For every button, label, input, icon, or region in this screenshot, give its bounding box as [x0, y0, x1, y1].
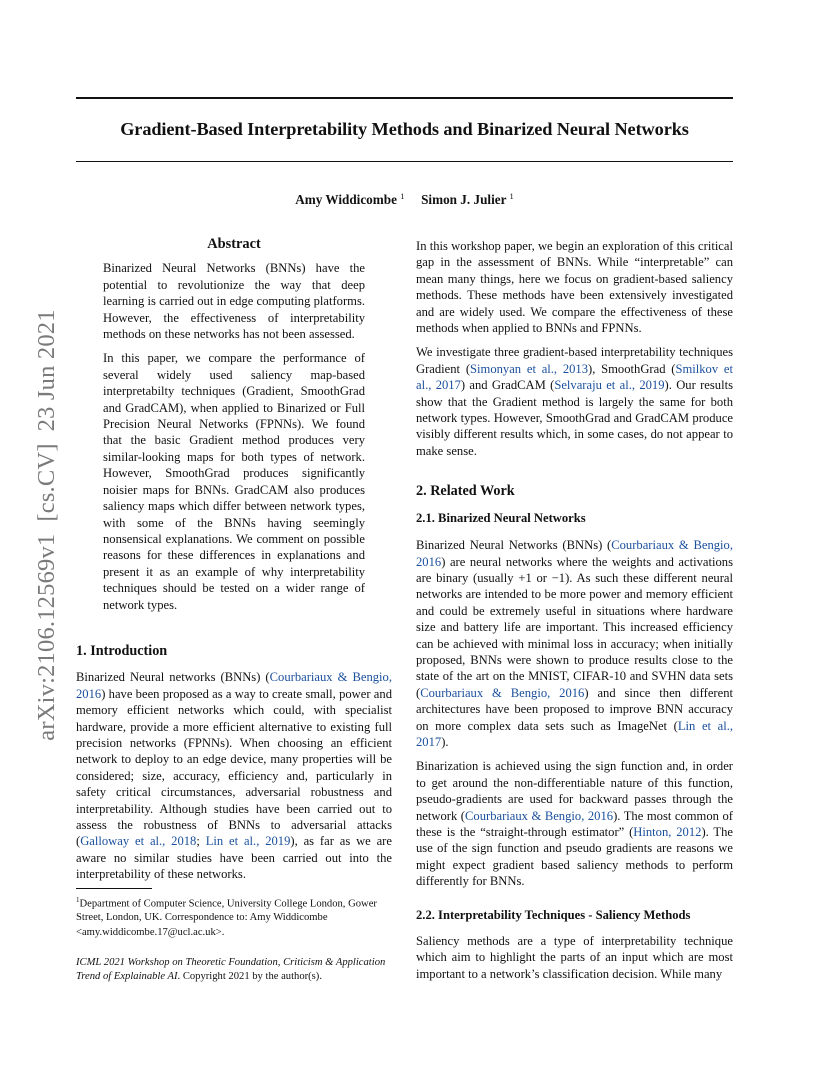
citation-link[interactable]: Hinton, 2012	[633, 825, 702, 839]
saliency-paragraph: Saliency methods are a type of interpretability technique which aim to highlight the parts of an input which are most important to a network’s classification decision. While many	[416, 934, 733, 981]
introduction-paragraph: Binarized Neural networks (BNNs) (Courbariaux & Bengio, 2016) have been proposed as a way to create small, power and memory efficient networks which could, with specialist hardware, provide a more efficient alternative to existing full precision networks (FPNNs). When choosing an efficient network to deploy to an edge device, many properties will be considered; size, accuracy, efficiency and, particularly in safety critical circumstances, adversarial robustness and interpretability. Although studies have been carried out to assess the robustness of BNNs to adversarial attacks (Galloway et al., 2018; Lin et al., 2019), as far as we are aware no similar studies have been carried out into the interpretability of these networks.	[76, 670, 392, 882]
paper-title: Gradient-Based Interpretability Methods and Binarized Neural Networks	[120, 119, 689, 139]
citation-link[interactable]: Courbariaux & Bengio, 2016	[76, 670, 392, 701]
footnote-text: Department of Computer Science, University College London, Gower Street, London, UK. Correspondence to: Amy Widdicombe <amy.widdicombe.17@ucl.ac.uk>.	[76, 898, 377, 938]
footnote-rule	[76, 888, 152, 889]
bnn-subsection-heading: 2.1. Binarized Neural Networks	[416, 510, 586, 525]
introduction-paragraph: In this workshop paper, we begin an exploration of this critical gap in the assessment of BNNs. While “interpretable” can mean many things, here we focus on gradient-based saliency methods. These methods have been extensively investigated and are widely used. We compare the effectiveness of these methods when applied to BNNs and FPNNs.	[416, 239, 733, 336]
title-rule-bottom	[76, 161, 733, 162]
title-rule-top	[76, 97, 733, 99]
author-affiliation-mark: 1	[400, 191, 405, 201]
citation-link[interactable]: Smilkov et al., 2017	[416, 361, 733, 393]
citation-link[interactable]: Courbariaux & Bengio, 2016	[416, 538, 733, 569]
abstract-heading: Abstract	[207, 236, 261, 252]
introduction-heading: 1. Introduction	[76, 642, 168, 659]
abstract-paragraph: In this paper, we compare the performance of several widely used saliency map-based interpretabilty techniques (Gradient, SmoothGrad and GradCAM), when applied to Binarized or Full Precision Neural Networks (FPNNs). We found that the basic Gradient method produces very similar-looking maps for both types of network. However, SmoothGrad produces significantly noisier maps for BNNs. GradCAM also produces saliency maps which differ between network types, with some of the BNNs having seemingly nonsensical explanations. We comment on possible reasons for these differences in explanations and present it as an example of why interpretability techniques should be tested on a wider range of network types.	[103, 351, 365, 612]
arxiv-category: [cs.CV]	[33, 443, 60, 522]
arxiv-date: 23 Jun 2021	[33, 309, 60, 432]
author-affiliation-mark: 1	[509, 191, 514, 201]
related-work-heading: 2. Related Work	[416, 483, 515, 500]
citation-link[interactable]: Simonyan et al., 2013	[470, 361, 589, 376]
citation-link[interactable]: Lin et al., 2017	[416, 718, 734, 749]
arxiv-stamp	[33, 309, 61, 740]
bnn-paragraph: Binarized Neural Networks (BNNs) (Courbariaux & Bengio, 2016) are neural networks where the weights and activations are binary (usually +1 or −1). As such these different neural networks are intended to be more power and memory efficient and could be extremely useful in situations where hardware size and battery life are important. This increased efficiency can be achieved with minimal loss in accuracy; when initially proposed, BNNs were shown to produce results close to the state of the art on the MNIST, CIFAR-10 and SVHN data sets (Courbariaux & Bengio, 2016) and since then different architectures have been proposed to improve BNN accuracy on more complex data sets such as ImageNet (Lin et al., 2017).	[416, 538, 734, 749]
citation-link[interactable]: Courbariaux & Bengio, 2016	[420, 685, 585, 700]
citation-link[interactable]: Lin et al., 2019	[205, 834, 291, 849]
venue-note	[76, 956, 392, 984]
footnote	[76, 893, 392, 940]
venue-name: ICML 2021 Workshop on Theoretic Foundation, Criticism & Application Trend of Explainable AI	[76, 956, 386, 982]
right-column	[416, 238, 733, 982]
abstract-body	[76, 260, 392, 613]
bnn-paragraph: Binarization is achieved using the sign function and, in order to get around the non-differentiable nature of this function, pseudo-gradients are used for backward passes through the network (Courbariaux & Bengio, 2016). The most common of these is the “straight-through estimator” (Hinton, 2012). The use of the sign function and pseudo gradients are reasons we might expect gradient based saliency methods to perform differently for BNNs.	[416, 759, 733, 889]
citation-link[interactable]: Galloway et al., 2018	[80, 834, 197, 849]
arxiv-id: arXiv:2106.12569v1	[33, 533, 60, 741]
copyright-text: . Copyright 2021 by the author(s).	[177, 970, 322, 982]
introduction-paragraph: We investigate three gradient-based interpretability techniques Gradient (Simonyan et al., 2013), SmoothGrad (Smilkov et al., 2017) and GradCAM (Selvaraju et al., 2019). Our results show that the Gradient method is largely the same for both network types. However, SmoothGrad and GradCAM produce visibly different results which, in some cases, do not appear to make sense.	[416, 345, 733, 458]
saliency-subsection-heading: 2.2. Interpretability Techniques - Saliency Methods	[416, 907, 691, 922]
author-list	[76, 191, 733, 208]
author-name: Amy Widdicombe	[295, 192, 397, 207]
citation-link[interactable]: Courbariaux & Bengio, 2016	[465, 808, 614, 823]
abstract-paragraph: Binarized Neural Networks (BNNs) have the potential to revolutionize the way that deep learning is carried out in edge computing platforms. However, the effectiveness of interpretability methods on these networks has not been assessed.	[103, 261, 365, 342]
citation-link[interactable]: Selvaraju et al., 2019	[554, 378, 665, 393]
left-column	[76, 236, 392, 984]
author-name: Simon J. Julier	[421, 192, 507, 207]
footnote-mark: 1	[76, 895, 80, 904]
